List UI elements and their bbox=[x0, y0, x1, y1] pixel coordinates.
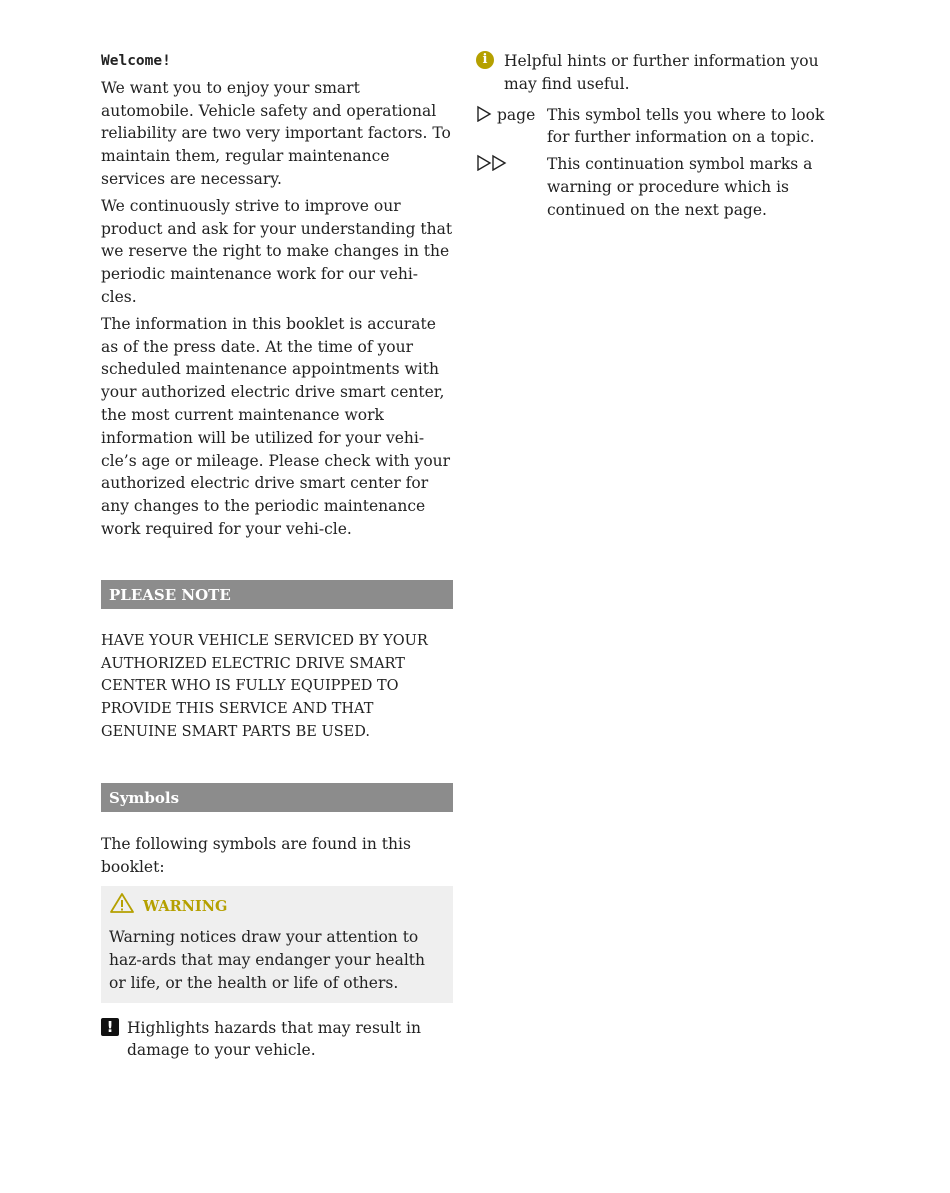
right-column bbox=[476, 50, 836, 222]
symbols-intro: The following symbols are found in this booklet: bbox=[101, 834, 411, 876]
page-symbol-row bbox=[476, 104, 836, 150]
welcome-paragraph-2: We continuously strive to improve our product and ask for your understanding that we reserve the right to make changes in the periodic maintenance work for our vehi-cles. bbox=[101, 196, 453, 306]
warning-box bbox=[101, 886, 453, 1002]
info-icon: i bbox=[476, 51, 494, 69]
page-symbol-text: This symbol tells you where to look for further information on a topic. bbox=[547, 105, 825, 147]
please-note-text: HAVE YOUR VEHICLE SERVICED BY YOUR AUTHORIZED ELECTRIC DRIVE SMART CENTER WHO IS FULLY EQUIPPED TO PROVIDE THIS SERVICE AND THAT GENUINE SMART PARTS BE USED. bbox=[101, 632, 428, 740]
warning-text: Warning notices draw your attention to haz-ards that may endanger your health or life, or the health or life of others. bbox=[109, 928, 426, 992]
warning-triangle-icon bbox=[109, 892, 135, 922]
exclamation-icon: ! bbox=[101, 1018, 119, 1036]
triangle-right-icon bbox=[476, 104, 492, 129]
page-symbol-key bbox=[476, 104, 547, 150]
hint-note bbox=[476, 50, 836, 96]
hazard-note bbox=[101, 1017, 453, 1063]
continue-symbol-row bbox=[476, 153, 836, 221]
hint-text: Helpful hints or further information you may find useful. bbox=[504, 52, 819, 93]
symbols-heading: Symbols bbox=[101, 783, 453, 812]
please-note-heading: PLEASE NOTE bbox=[101, 580, 453, 609]
warning-label: WARNING bbox=[143, 897, 228, 915]
welcome-paragraph-1: We want you to enjoy your smart automobile. Vehicle safety and operational reliability are two very important factors. To maintain them, regular maintenance services are necessary. bbox=[101, 78, 451, 188]
hazard-text: Highlights hazards that may result in damage to your vehicle. bbox=[127, 1018, 421, 1060]
double-triangle-right-icon bbox=[476, 153, 510, 178]
welcome-heading: Welcome! bbox=[101, 53, 171, 69]
continue-symbol-key bbox=[476, 153, 547, 221]
continue-symbol-text: This continuation symbol marks a warning or procedure which is continued on the next page. bbox=[547, 155, 813, 219]
warning-header bbox=[109, 892, 445, 922]
left-column bbox=[101, 50, 453, 1062]
page-key-label: page bbox=[497, 105, 536, 124]
welcome-paragraph-3: The information in this booklet is accurate as of the press date. At the time of your scheduled maintenance appointments with your authorized electric drive smart center, the most current maintenance work information will be utilized for your vehi-cle’s age or mileage. Please check with your authorized electric drive smart center for any changes to the periodic maintenance work required for your vehi-cle. bbox=[101, 314, 451, 538]
